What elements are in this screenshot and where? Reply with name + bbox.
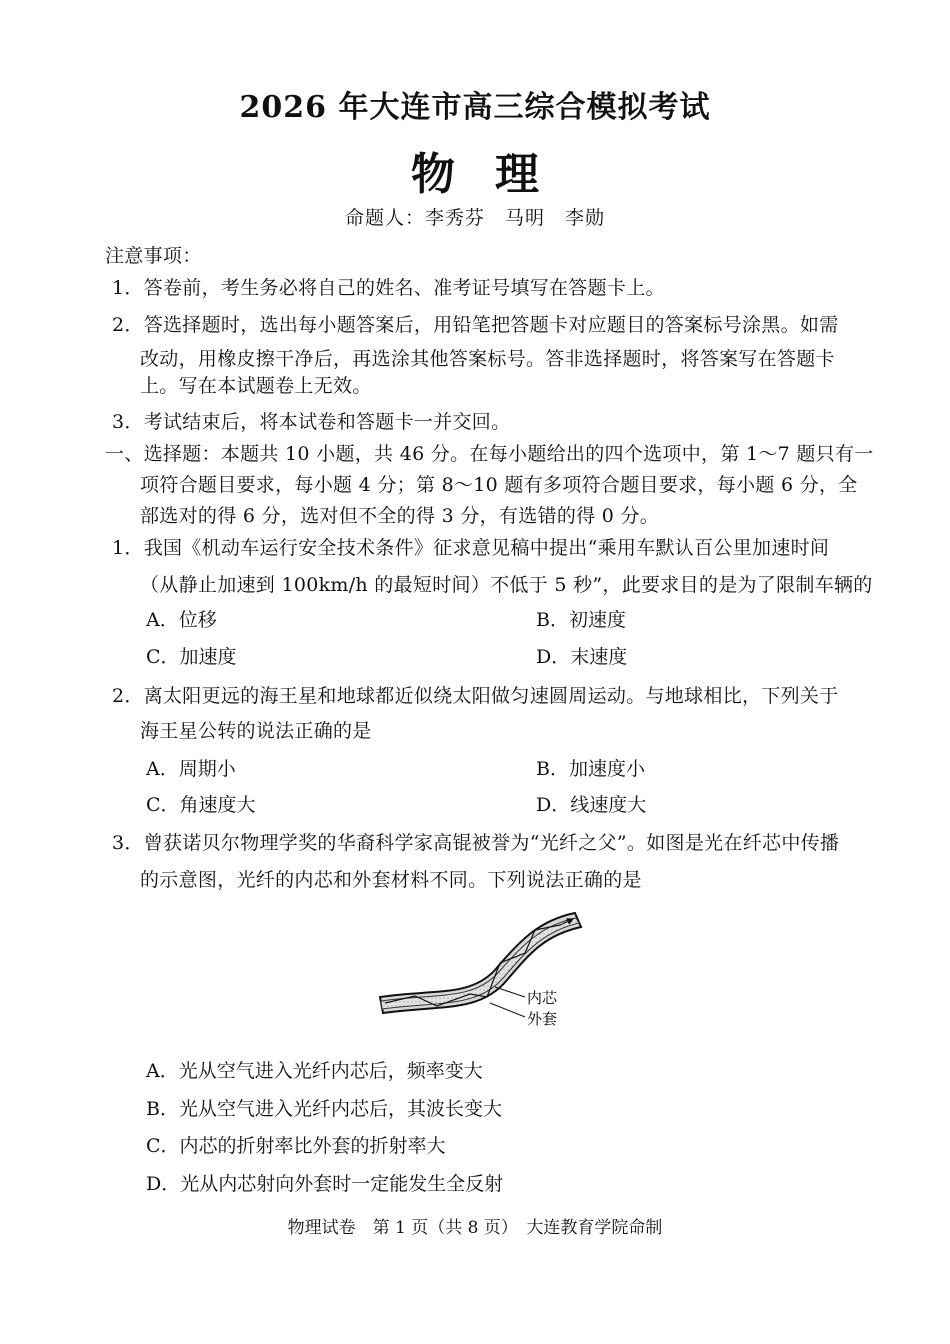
page-footer: 物理试卷 第 1 页（共 8 页） 大连教育学院命制: [287, 1218, 663, 1238]
question-3-option-c: C．内芯的折射率比外套的折射率大: [146, 1135, 446, 1157]
question-2-stem: 2．离太阳更远的海王星和地球都近似绕太阳做匀速圆周运动。与地球相比，下列关于: [112, 685, 839, 707]
notice-item-continued: 上。写在本试题卷上无效。: [140, 375, 372, 397]
question-3-stem: 3．曾获诺贝尔物理学奖的华裔科学家高锟被誉为“光纤之父”。如图是光在纤芯中传播: [112, 832, 840, 854]
notice-item-continued: 改动，用橡皮擦干净后，再选涂其他答案标号。答非选择题时，将答案写在答题卡: [140, 348, 835, 370]
question-3-option-b: B．光从空气进入光纤内芯后，其波长变大: [146, 1098, 502, 1120]
question-1-stem: 1．我国《机动车运行安全技术条件》征求意见稿中提出“乘用车默认百公里加速时间: [112, 537, 830, 559]
question-3-stem-continued: 的示意图，光纤的内芯和外套材料不同。下列说法正确的是: [140, 869, 642, 891]
question-2-stem-continued: 海王星公转的说法正确的是: [140, 720, 372, 742]
optical-fiber-diagram: [375, 905, 590, 1030]
section-heading: 一、选择题：本题共 10 小题，共 46 分。在每小题给出的四个选项中，第 1～7 题只有一: [105, 443, 874, 465]
section-description: 项符合题目要求，每小题 4 分；第 8～10 题有多项符合题目要求，每小题 6 分，全: [140, 474, 858, 496]
question-2-option-b: B．加速度小: [536, 758, 645, 780]
question-2-option-c: C．角速度大: [146, 794, 256, 816]
exam-title: 2026 年大连市高三综合模拟考试: [239, 90, 711, 125]
question-1-option-d: D．末速度: [536, 646, 628, 668]
question-1-stem-continued: （从静止加速到 100km/h 的最短时间）不低于 5 秒”，此要求目的是为了限制车辆的: [140, 574, 873, 596]
question-3-option-a: A．光从空气进入光纤内芯后，频率变大: [146, 1060, 483, 1082]
authors-line: 命题人：李秀芬 马明 李勋: [344, 207, 605, 229]
question-2-option-a: A．周期小: [146, 758, 236, 780]
question-1-option-c: C．加速度: [146, 646, 237, 668]
notice-item: 1．答卷前，考生务必将自己的姓名、准考证号填写在答题卡上。: [112, 277, 665, 299]
label-cladding: 外套: [527, 1010, 558, 1028]
section-description: 部选对的得 6 分，选对但不全的得 3 分，有选错的得 0 分。: [140, 505, 660, 527]
label-core: 内芯: [527, 989, 558, 1007]
question-2-option-d: D．线速度大: [536, 794, 647, 816]
question-1-option-b: B．初速度: [536, 609, 626, 631]
label-pointer: [490, 1003, 525, 1017]
label-pointer: [495, 987, 525, 997]
notice-item: 2．答选择题时，选出每小题答案后，用铅笔把答题卡对应题目的答案标号涂黑。如需: [112, 314, 839, 336]
question-1-option-a: A．位移: [146, 609, 217, 631]
notice-heading: 注意事项：: [105, 245, 202, 267]
question-3-option-d: D．光从内芯射向外套时一定能发生全反射: [146, 1173, 504, 1195]
subject-title: 物理: [411, 149, 579, 200]
notice-item: 3．考试结束后，将本试卷和答题卡一并交回。: [112, 411, 511, 433]
